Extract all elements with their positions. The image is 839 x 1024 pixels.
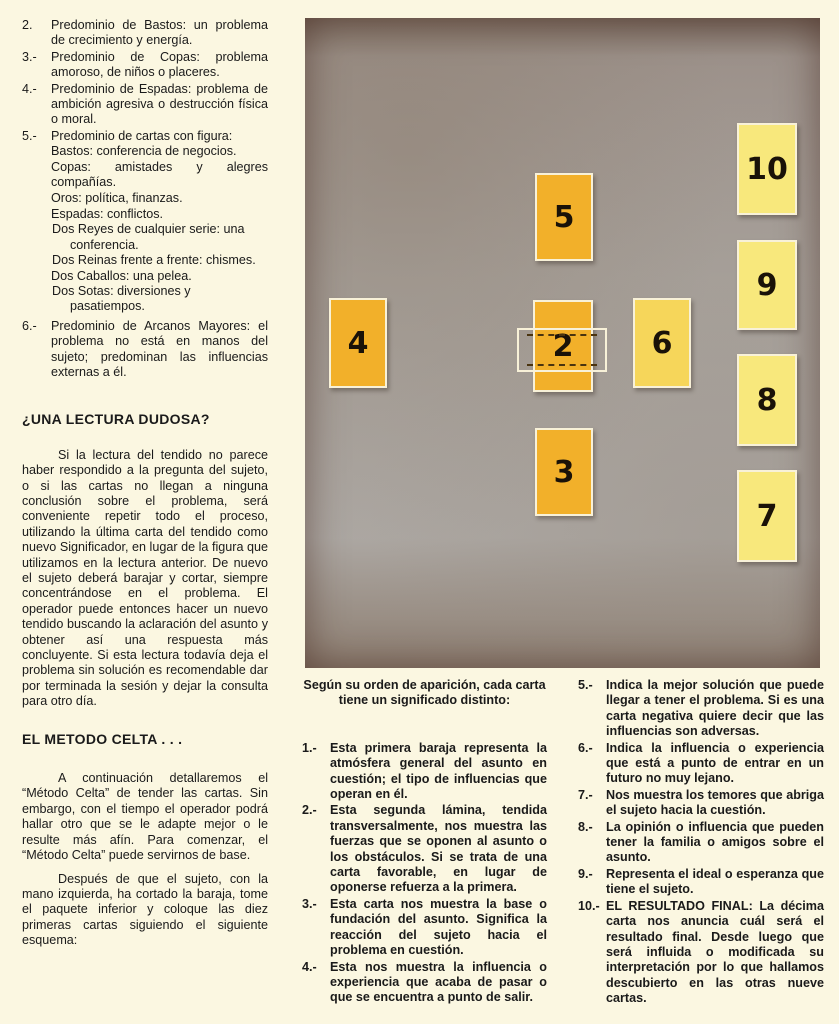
card-6: 6 [633,298,691,388]
item-text: Representa el ideal o esperanza que tiene el sujeto. [606,866,824,897]
meaning-intro: Según su orden de aparición, cada carta tiene un significado distinto: [303,678,546,708]
list-item [302,960,547,1006]
figure-line: Dos Reinas frente a frente: chismes. [52,253,256,268]
list-item [22,18,268,49]
list-item [302,741,547,803]
item-text: EL RESULTADO FINAL: La décima carta nos anuncia cuál será el resultado final. Desde luego que será influida o modificada su interpretación por lo que hallamos descubierto en las otras nueve cartas. [606,898,824,1006]
card-5: 5 [535,173,593,261]
paragraph: Después de que el sujeto, con la mano izquierda, ha cortado la baraja, tome el paquete inferior y coloque las diez primeras cartas siguiendo el siguiente esquema: [22,871,268,948]
item-text [51,129,268,191]
item-text: Esta carta nos muestra la base o fundación del asunto. Significa la reacción del sujeto hacia el problema en cuestión. [330,896,547,958]
card-7: 7 [737,470,797,562]
item-number: 6.- [22,318,37,333]
item-number: 5.- [22,128,37,143]
item-text: Predominio de Copas: problema amoroso, de niños o placeres. [51,49,268,80]
list-item [578,678,824,740]
item-line: Bastos: conferencia de negocios. [51,144,237,159]
item-text: Predominio de Arcanos Mayores: el problema no está en manos del sujeto; predominan las influencias externas a él. [51,318,268,379]
card-3: 3 [535,428,593,516]
item-number: 2. [22,18,33,32]
figure-list [22,191,268,314]
card-1-crossed [517,328,607,372]
figure-line: Oros: política, finanzas. [51,191,183,206]
item-number: 10.- [578,898,600,913]
item-number: 8.- [578,819,593,834]
item-number: 3.- [22,49,37,64]
item-text: Esta primera baraja representa la atmósfera general del asunto en cuestión; el tipo de influencias que operan en él. [330,740,547,802]
item-number: 5.- [578,678,593,692]
item-text: Esta segunda lámina, tendida transversalmente, nos muestra las fuerzas que se oponen al asunto o los obstáculos. Si se trata de una carta favorable, en lugar de oponerse refuerza a la primera. [330,803,547,895]
list-item [22,82,268,128]
figure-line: Dos Caballos: una pelea. [51,268,192,283]
item-number: 6.- [578,740,593,755]
figure-line: Dos Sotas: diversiones y pasatiempos. [52,283,191,314]
item-number: 2.- [302,803,317,818]
paragraph: Si la lectura del tendido no parece haber respondido a la pregunta del sujeto, o si las cartas no llegan a ninguna conclusión sobre el problema, será conveniente repetir todo el proceso, utilizando la última carta del tendido como nuevo Significador, en lugar de la figura que utilizamos en la lectura anterior. De nuevo el sujeto deberá barajar y cortar, siempre concentrándose en el problema. El operador puede entonces hacer un nuevo tendido buscando la aclaración del asunto y obtener así una respuesta más concluyente. Si esta lectura todavía deja el problema sin solución es recomendable dar por terminada la sesión y dejar la consulta para otro día. [22,447,268,709]
card-9: 9 [737,240,797,330]
item-line: Copas: amistades y alegres compañías. [51,159,268,190]
paragraph: A continuación detallaremos el “Método Celta” de tender las cartas. Sin embargo, con el tiempo el operador podrá hallar otro que se le adapte mejor o le resulte más afín. Para comenzar, el “Método Celta” puede servirnos de base. [22,771,268,863]
item-text: Predominio de Espadas: problema de ambición agresiva o destrucción física o moral. [51,81,268,127]
item-number: 7.- [578,787,593,802]
heading-metodo-celta: EL METODO CELTA . . . [22,730,183,747]
middle-column [302,678,547,1007]
item-lead: Predominio de cartas con figura: [51,128,233,143]
list-item [578,788,824,819]
item-number: 9.- [578,866,593,881]
left-column [22,18,268,957]
list-item [578,820,824,866]
card-2: 2 [533,300,593,392]
item-text: Indica la influencia o experiencia que está a punto de entrar en un futuro no muy lejano. [606,740,824,786]
tarot-spread-photo [305,18,820,668]
item-text: Indica la mejor solución que puede llegar a tener el problema. Si es una carta negativa quiere decir que las influencias son adversas. [606,678,824,739]
list-item [302,803,547,895]
dashed-line [527,334,597,336]
item-number: 4.- [22,81,37,96]
list-item [302,897,547,959]
figure-line: Espadas: conflictos. [51,206,164,221]
card-4: 4 [329,298,387,388]
card-8: 8 [737,354,797,446]
item-number: 4.- [302,959,317,974]
heading-lectura-dudosa: ¿UNA LECTURA DUDOSA? [22,411,210,428]
list-item [578,899,824,1007]
item-number: 3.- [302,896,317,911]
list-item [578,867,824,898]
right-column [578,678,824,1008]
item-text: Nos muestra los temores que abriga el sujeto hacia la cuestión. [606,787,824,818]
item-text: Esta nos muestra la influencia o experiencia que acaba de pasar o que se encuentra a punto de salir. [330,959,547,1005]
dashed-line [527,364,597,366]
list-item [22,50,268,81]
item-text: La opinión o influencia que pueden tener la familia o amigos sobre el asunto. [606,819,824,865]
card-10: 10 [737,123,797,215]
list-item [22,319,268,381]
list-item [22,129,268,191]
list-item [578,741,824,787]
item-number: 1.- [302,740,317,755]
item-text: Predominio de Bastos: un problema de crecimiento y energía. [51,18,268,48]
figure-line: Dos Reyes de cualquier serie: una conferencia. [52,222,245,252]
